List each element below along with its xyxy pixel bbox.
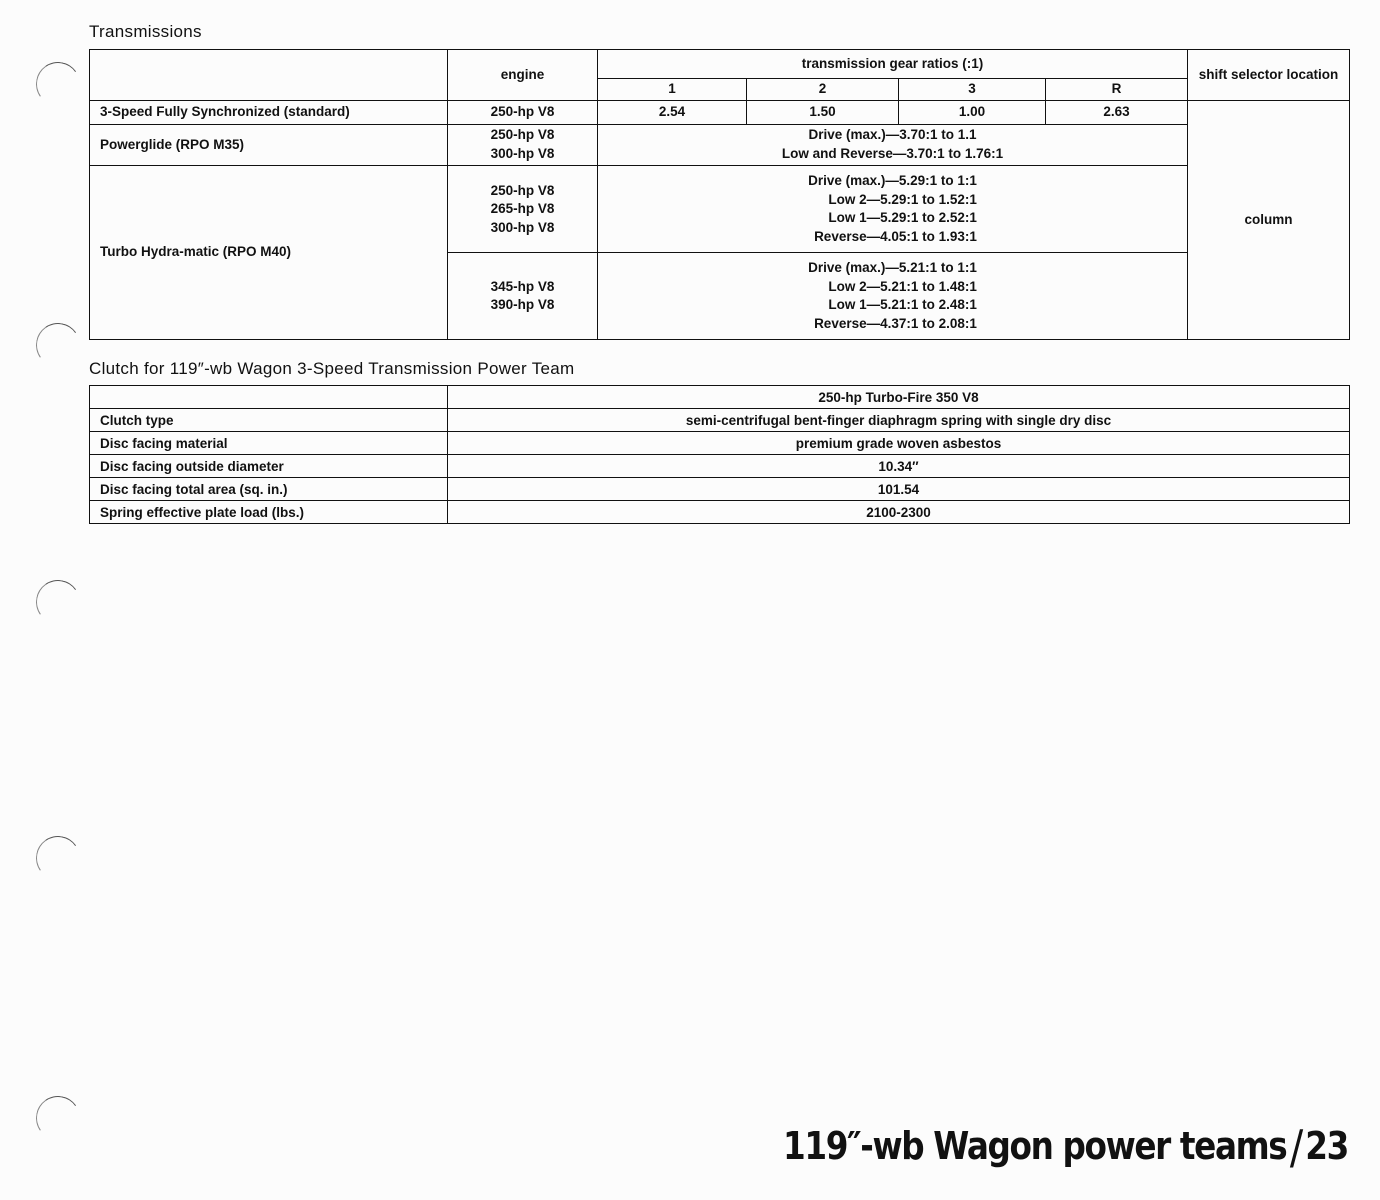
table-row xyxy=(90,501,1350,524)
ratio-line: Low 2—5.29:1 to 1.52:1 xyxy=(828,191,977,207)
gear-ratios-header: transmission gear ratios (:1) xyxy=(598,50,1188,79)
clutch-spec-value: 2100-2300 xyxy=(448,501,1350,524)
engine-cell xyxy=(448,253,598,340)
clutch-spec-value: 10.34″ xyxy=(448,455,1350,478)
clutch-spec-label: Disc facing material xyxy=(90,432,448,455)
engine-line: 300-hp V8 xyxy=(490,145,555,161)
table-row xyxy=(90,124,1350,166)
engine-cell xyxy=(448,166,598,253)
footer-title: 119″-wb Wagon power teams xyxy=(783,1124,1287,1168)
ratio-gear-1: 2.54 xyxy=(598,101,747,124)
shift-selector-value: column xyxy=(1188,101,1350,340)
ratio-line: Low 1—5.29:1 to 2.52:1 xyxy=(828,210,977,226)
clutch-title: Clutch for 119″-wb Wagon 3-Speed Transmission Power Team xyxy=(89,359,575,378)
shift-selector-header: shift selector location xyxy=(1188,50,1350,101)
engine-line: 390-hp V8 xyxy=(490,297,555,313)
engine-line: 265-hp V8 xyxy=(490,201,555,217)
page-number: 23 xyxy=(1305,1124,1348,1168)
ratio-line: Reverse—4.37:1 to 2.08:1 xyxy=(814,315,977,331)
table-row xyxy=(90,166,1350,253)
table-header-row xyxy=(90,50,1350,79)
transmission-label: 3-Speed Fully Synchronized (standard) xyxy=(90,101,448,124)
transmission-label: Powerglide (RPO M35) xyxy=(90,124,448,166)
ratio-cell xyxy=(598,166,1188,253)
header-blank-cell xyxy=(90,50,448,101)
binder-hole-mark xyxy=(33,1093,84,1144)
engine-line: 300-hp V8 xyxy=(490,219,555,235)
transmissions-title: Transmissions xyxy=(89,22,202,41)
ratio-line: Drive (max.)—3.70:1 to 1.1 xyxy=(808,127,977,143)
ratio-cell xyxy=(598,253,1188,340)
header-blank-cell xyxy=(90,386,448,409)
binder-hole-mark xyxy=(33,833,84,884)
clutch-table xyxy=(89,385,1350,524)
ratio-cell xyxy=(598,124,1188,166)
clutch-spec-label: Disc facing total area (sq. in.) xyxy=(90,478,448,501)
table-row xyxy=(90,101,1350,124)
ratio-gear-3: 1.00 xyxy=(899,101,1046,124)
gear-r-header: R xyxy=(1046,78,1188,100)
clutch-spec-value: 101.54 xyxy=(448,478,1350,501)
clutch-spec-value: premium grade woven asbestos xyxy=(448,432,1350,455)
engine-cell: 250-hp V8 xyxy=(448,101,598,124)
engine-header: engine xyxy=(448,50,598,101)
binder-hole-mark xyxy=(33,577,84,628)
engine-line: 250-hp V8 xyxy=(490,127,555,143)
ratio-gear-r: 2.63 xyxy=(1046,101,1188,124)
ratio-line: Drive (max.)—5.29:1 to 1:1 xyxy=(808,173,977,189)
table-row xyxy=(90,478,1350,501)
gear-2-header: 2 xyxy=(747,78,899,100)
transmission-label: Turbo Hydra-matic (RPO M40) xyxy=(90,166,448,340)
binder-hole-mark xyxy=(33,320,84,371)
table-header-row xyxy=(90,386,1350,409)
gear-1-header: 1 xyxy=(598,78,747,100)
ratio-line: Low and Reverse—3.70:1 to 1.76:1 xyxy=(781,145,1004,161)
engine-cell xyxy=(448,124,598,166)
clutch-spec-value: semi-centrifugal bent-finger diaphragm spring with single dry disc xyxy=(448,409,1350,432)
transmissions-table xyxy=(89,49,1350,340)
engine-line: 250-hp V8 xyxy=(490,182,555,198)
table-row xyxy=(90,409,1350,432)
footer-separator: / xyxy=(1289,1120,1302,1174)
ratio-line: Reverse—4.05:1 to 1.93:1 xyxy=(814,228,977,244)
page-footer xyxy=(783,1116,1348,1174)
ratio-line: Low 2—5.21:1 to 1.48:1 xyxy=(828,278,977,294)
gear-3-header: 3 xyxy=(899,78,1046,100)
ratio-line: Drive (max.)—5.21:1 to 1:1 xyxy=(808,260,977,276)
engine-line: 345-hp V8 xyxy=(490,278,555,294)
ratio-gear-2: 1.50 xyxy=(747,101,899,124)
table-row xyxy=(90,455,1350,478)
table-row xyxy=(90,432,1350,455)
clutch-spec-label: Clutch type xyxy=(90,409,448,432)
binder-hole-mark xyxy=(33,59,84,110)
clutch-spec-label: Disc facing outside diameter xyxy=(90,455,448,478)
clutch-engine-header: 250-hp Turbo-Fire 350 V8 xyxy=(448,386,1350,409)
ratio-line: Low 1—5.21:1 to 2.48:1 xyxy=(828,297,977,313)
clutch-spec-label: Spring effective plate load (lbs.) xyxy=(90,501,448,524)
